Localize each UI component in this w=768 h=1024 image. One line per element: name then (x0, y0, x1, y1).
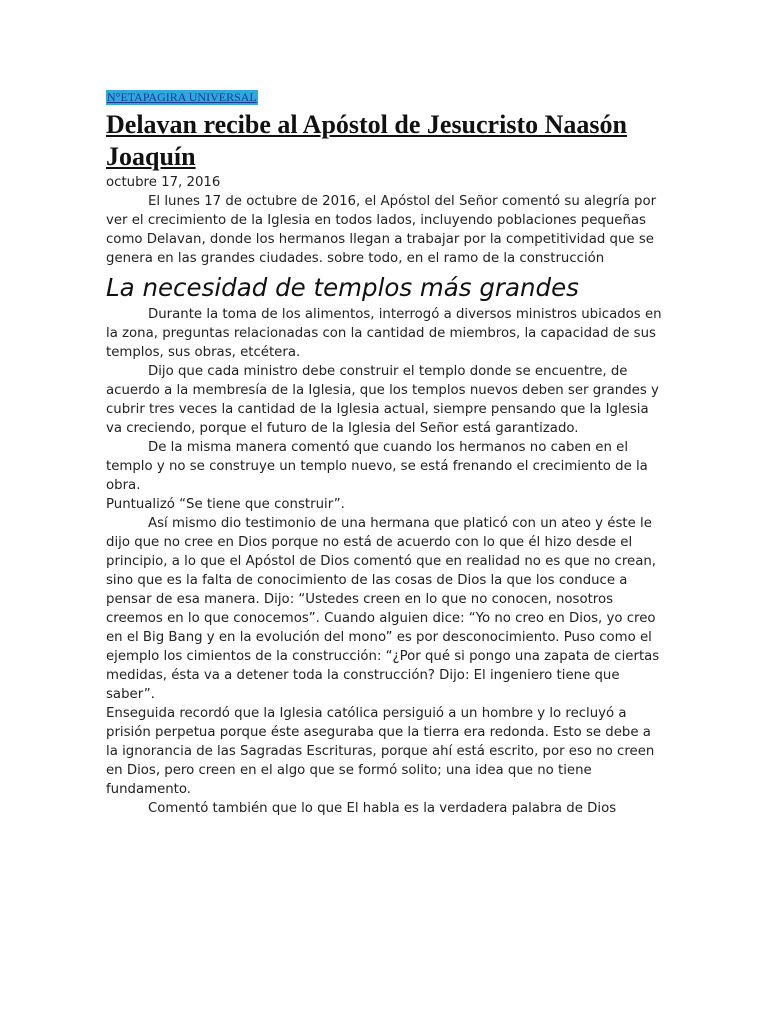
publish-date: octubre 17, 2016 (106, 175, 221, 190)
body-paragraph: Así mismo dio testimonio de una hermana que platicó con un ateo y éste le dijo que no cree en Dios porque no está de acuerdo con lo que él hizo desde el principio, a lo que el Apóstol de Dios comentó que en realidad no es que no crean, sino que es la falta de conocimiento de las cosas de Dios la que los conduce a pensar de esa manera. Dijo: “Ustedes creen en lo que no conocen, nosotros creemos en lo que conocemos”. Cuando alguien dice: “Yo no creo en Dios, yo creo en el Big Bang y en la evolución del mono” es por desconocimiento. Puso como el ejemplo los cimientos de la construcción: “¿Por qué si pongo una zapata de ciertas medidas, ésta va a detener toda la construcción? Dijo: El ingeniero tiene que saber”. (106, 516, 660, 702)
article-title: Delavan recibe al Apóstol de Jesucristo Naasón Joaquín (106, 110, 627, 171)
body-paragraph: Comentó también que lo que El habla es la verdadera palabra de Dios (148, 801, 617, 816)
body-paragraph: Dijo que cada ministro debe construir el templo donde se encuentre, de acuerdo a la membresía de la Iglesia, que los templos nuevos deben ser grandes y cubrir tres veces la cantidad de la Iglesia actual, siempre pensando que la Iglesia va creciendo, porque el futuro de la Iglesia del Señor está garantizado. (106, 364, 659, 436)
body-paragraph: De la misma manera comentó que cuando los hermanos no caben en el templo y no se construye un templo nuevo, se está frenando el crecimiento de la obra. (106, 440, 648, 493)
section-heading: La necesidad de templos más grandes (106, 273, 579, 302)
body-paragraph: Puntualizó “Se tiene que construir”. (106, 497, 345, 512)
article (106, 88, 666, 818)
body-paragraph: Enseguida recordó que la Iglesia católica persiguió a un hombre y lo recluyó a prisión perpetua porque éste aseguraba que la tierra era redonda. Esto se debe a la ignorancia de las Sagradas Escrituras, porque ahí está escrito, por eso no creen en Dios, pero creen en el algo que se formó solito; una idea que no tiene fundamento. (106, 706, 655, 797)
category-link[interactable]: N°ETAPAGIRA UNIVERSAL (107, 90, 257, 104)
body-paragraph: Durante la toma de los alimentos, interrogó a diversos ministros ubicados en la zona, preguntas relacionadas con la cantidad de miembros, la capacidad de sus templos, sus obras, etcétera. (106, 307, 662, 360)
intro-paragraph: El lunes 17 de octubre de 2016, el Apóstol del Señor comentó su alegría por ver el crecimiento de la Iglesia en todos lados, incluyendo poblaciones pequeñas como Delavan, donde los hermanos llegan a trabajar por la competitividad que se genera en las grandes ciudades. sobre todo, en el ramo de la construcción (106, 194, 657, 266)
